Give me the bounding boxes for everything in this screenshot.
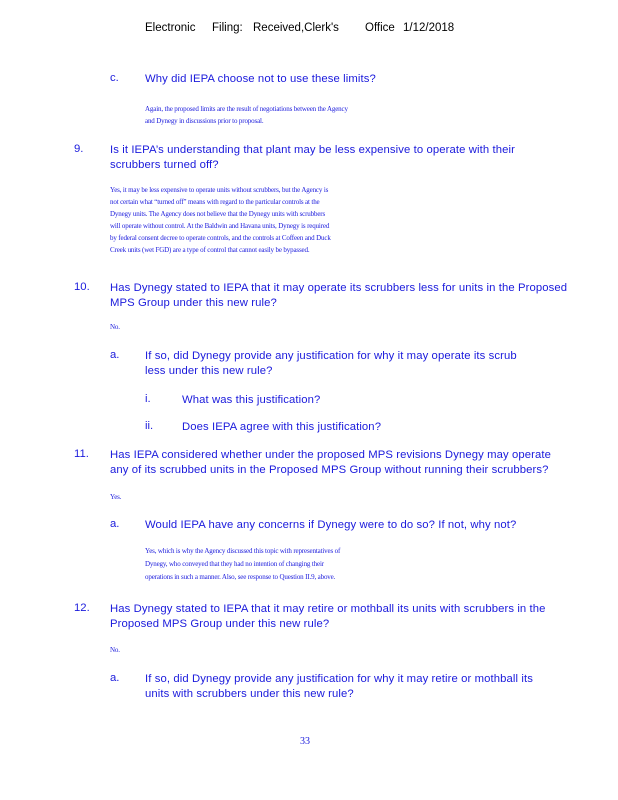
question-10-number: 10.: [74, 281, 90, 293]
answer-9-line-4: will operate without control. At the Baldwin and Havana units, Dynegy is required: [110, 222, 330, 230]
question-10a-marker: a.: [110, 349, 120, 361]
question-11-line-1: Has IEPA considered whether under the proposed MPS revisions Dynegy may operate: [110, 449, 551, 461]
question-11-number: 11.: [74, 448, 89, 460]
answer-9-line-3: Dynegy units. The Agency does not believe that the Dynegy units with scrubbers: [110, 210, 326, 218]
answer-12: No.: [110, 646, 120, 654]
answer-9-line-5: by federal consent decree to operate controls, and the controls at Coffeen and Duck: [110, 234, 331, 242]
header-office: Office: [365, 22, 395, 34]
header-filing: Filing:: [212, 22, 243, 34]
question-10a-line-1: If so, did Dynegy provide any justification for why it may operate its scrub: [145, 350, 517, 362]
answer-11a-line-1: Yes, which is why the Agency discussed this topic with representatives of: [145, 547, 341, 555]
question-10-line-2: MPS Group under this new rule?: [110, 297, 277, 309]
header-electronic: Electronic: [145, 22, 196, 34]
question-9-line-1: Is it IEPA’s understanding that plant may be less expensive to operate with their: [110, 144, 515, 156]
question-12a-line-1: If so, did Dynegy provide any justification for why it may retire or mothball its: [145, 673, 533, 685]
question-9-line-2: scrubbers turned off?: [110, 159, 219, 171]
question-12-number: 12.: [74, 602, 90, 614]
question-10-line-1: Has Dynegy stated to IEPA that it may operate its scrubbers less for units in the Proposed: [110, 282, 568, 294]
item-c-answer-line-1: Again, the proposed limits are the result of negotiations between the Agency: [145, 105, 348, 113]
answer-9-line-1: Yes, it may be less expensive to operate units without scrubbers, but the Agency is: [110, 186, 329, 194]
question-10a-line-2: less under this new rule?: [145, 365, 273, 377]
page-number: 33: [300, 736, 310, 747]
question-10a-i: What was this justification?: [182, 394, 321, 406]
header-received: Received,Clerk's: [253, 22, 339, 34]
question-12-line-2: Proposed MPS Group under this new rule?: [110, 618, 330, 630]
header-date: 1/12/2018: [403, 22, 455, 34]
question-9-number: 9.: [74, 143, 84, 155]
answer-9-line-2: not certain what “turned off” means with regard to the particular controls at the: [110, 198, 320, 206]
item-c-question: Why did IEPA choose not to use these limits?: [145, 73, 376, 85]
question-12a-marker: a.: [110, 672, 120, 684]
question-10a-ii: Does IEPA agree with this justification?: [182, 421, 382, 433]
item-c-marker: c.: [110, 72, 119, 84]
answer-11a-line-3: operations in such a manner. Also, see response to Question II.9, above.: [145, 573, 336, 581]
answer-11a-line-2: Dynegy, who conveyed that they had no intention of changing their: [145, 560, 324, 568]
question-12-line-1: Has Dynegy stated to IEPA that it may retire or mothball its units with scrubbers in the: [110, 603, 546, 615]
answer-11: Yes.: [110, 493, 122, 501]
item-c-answer-line-2: and Dynegy in discussions prior to proposal.: [145, 117, 264, 125]
question-10a-i-marker: i.: [145, 393, 151, 405]
question-11-line-2: any of its scrubbed units in the Proposed MPS Group without running their scrubbers?: [110, 464, 549, 476]
question-10a-ii-marker: ii.: [145, 420, 154, 432]
question-12a-line-2: units with scrubbers under this new rule?: [145, 688, 354, 700]
question-11a: Would IEPA have any concerns if Dynegy were to do so? If not, why not?: [145, 519, 517, 531]
answer-10: No.: [110, 323, 120, 331]
question-11a-marker: a.: [110, 518, 120, 530]
answer-9-line-6: Creek units (wet FGD) are a type of control that cannot easily be bypassed.: [110, 246, 310, 254]
